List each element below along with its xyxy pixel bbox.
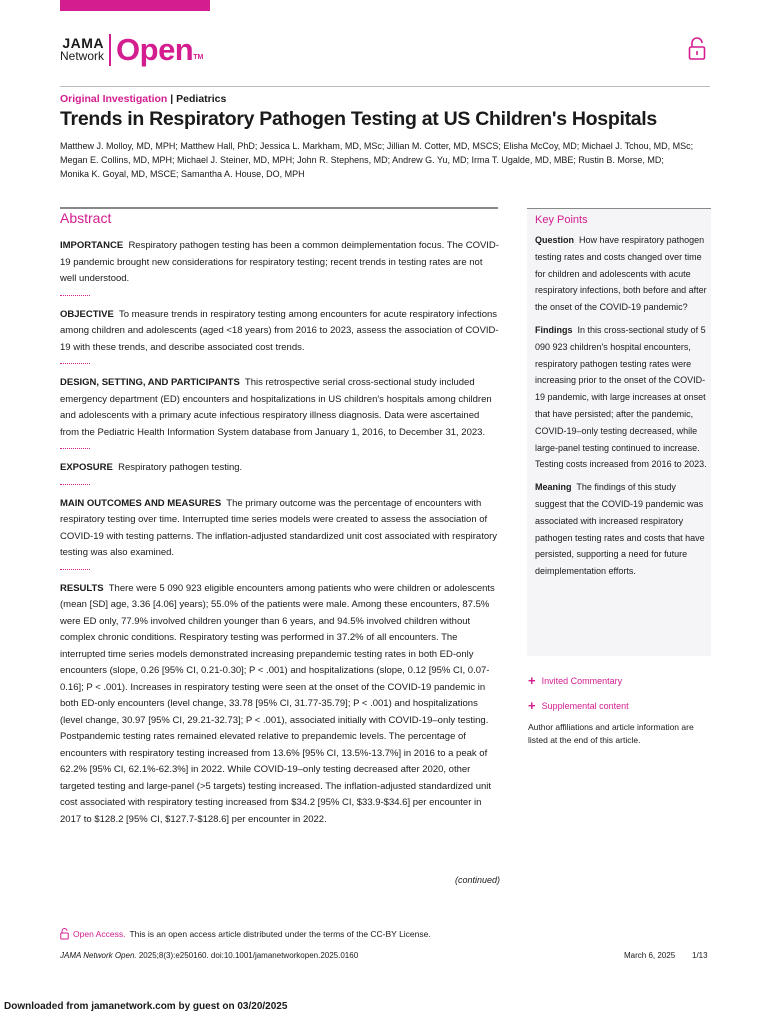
download-stamp: Downloaded from jamanetwork.com by guest on 03/20/2025 [4, 1001, 288, 1012]
category-separator: | [170, 93, 174, 105]
affiliations-note: Author affiliations and article information are listed at the end of this article. [528, 722, 694, 745]
author-list [60, 139, 700, 181]
key-points-body [535, 232, 707, 586]
abstract-section-exposure: EXPOSURE Respiratory pathogen testing. [60, 462, 243, 473]
author-line: Megan E. Collins, MD, MPH; Michael J. Steiner, MD, MPH; John R. Stephens, MD; Andrew G. Yu, MD; Irma T. Ugalde, MD, MBE; Rustin B. Morse, MD; [60, 155, 664, 165]
category-topic[interactable]: Pediatrics [176, 93, 227, 105]
footer-journal: JAMA Network Open. [60, 951, 137, 960]
section-separator [60, 484, 90, 485]
article-title: Trends in Respiratory Pathogen Testing at US Children's Hospitals [60, 108, 657, 130]
header-divider [60, 86, 710, 87]
author-line: Monika K. Goyal, MD, MSCE; Samantha A. House, DO, MPH [60, 169, 305, 179]
category-type[interactable]: Original Investigation [60, 93, 168, 105]
invited-commentary-link[interactable] [528, 673, 622, 688]
footer-page-number: 1/13 [692, 951, 708, 960]
logo-open: Open [116, 32, 194, 67]
key-point-findings: Findings In this cross-sectional study of 5 090 923 children's hospital encounters, respiratory pathogen testing rates were increasing prior to the onset of the COVID-19 pandemic, with large increases at onset that have persisted; after the pandemic, COVID-19–only testing decreased, while large-panel testing continued to increase. Testing costs increased from 2016 to 2023. [535, 324, 707, 470]
key-points-heading: Key Points [535, 214, 588, 226]
abstract-heading: Abstract [60, 210, 112, 226]
continued-note: (continued) [455, 875, 501, 885]
abstract-divider [60, 207, 498, 209]
journal-logo[interactable] [60, 33, 203, 67]
abstract-section-outcomes: MAIN OUTCOMES AND MEASURES The primary outcome was the percentage of encounters with respiratory testing over time. Interrupted time series models were created to assess the association of COVID-19 with testing patterns. The inflation-adjusted standardized unit cost associated with respiratory testing was also examined. [60, 497, 498, 558]
key-point-meaning: Meaning The findings of this study suggest that the COVID-19 pandemic was associated with increased respiratory pathogen testing rates and costs that have persisted, supporting a need for future deimplementation efforts. [535, 482, 705, 577]
footer-date: March 6, 2025 [624, 951, 676, 960]
section-separator [60, 295, 90, 296]
abstract-body [60, 238, 500, 828]
section-separator [60, 569, 90, 570]
article-category [60, 93, 226, 105]
abstract-section-objective: OBJECTIVE To measure trends in respiratory testing among encounters for acute respiratory infections among children and adolescents (aged <18 years) from 2016 to 2023, assess the association of COVID-19 with these trends, and describe associated cost trends. [60, 308, 499, 353]
logo-tm: TM [193, 54, 204, 61]
open-access-text: This is an open access article distributed under the terms of the CC-BY License. [129, 929, 431, 939]
abstract-section-design: DESIGN, SETTING, AND PARTICIPANTS This retrospective serial cross-sectional study included emergency department (ED) encounters and hospitalizations in US children's hospitals among children and adolescents with a primary acute infectious respiratory illness diagnosis. Data were ascertained from the Pediatric Health Information System database from January 1, 2016, to December 31, 2023. [60, 377, 492, 438]
supplemental-content-link[interactable] [528, 698, 629, 713]
open-access-notice [60, 928, 431, 940]
open-access-lock-icon [688, 37, 706, 61]
section-separator [60, 363, 90, 364]
footer-doi: 2025;8(3):e250160. doi:10.1001/jamanetworkopen.2025.0160 [138, 951, 359, 960]
key-point-question: Question How have respiratory pathogen testing rates and costs changed over time for children and adolescents with acute respiratory infections, both before and after the onset of the COVID-19 pandemic? [535, 235, 707, 313]
logo-jama-network: JAMA Network [60, 35, 105, 63]
section-separator [60, 448, 90, 449]
top-color-bar [60, 0, 210, 11]
invited-commentary-label: Invited Commentary [541, 675, 623, 686]
abstract-section-results: RESULTS There were 5 090 923 eligible encounters among patients who were children or adolescents (mean [SD] age, 3.36 [4.06] years); 55.0% of the patients were male. Among these encounters, 87.5% were ED only, 77.9% involved children younger than 6 years, and 94.5% involved children without complex chronic conditions. Respiratory testing was performed in 37.2% of all encounters. The interrupted time series models demonstrated increasing prepandemic testing rates in both ED-only encounters (slope, 0.26 [95% CI, 0.21-0.30]; P < .001) and hospitalizations (slope, 0.12 [95% CI, 0.07-0.16]; P < .001). Increases in respiratory testing were seen at the onset of the COVID-19 pandemic in both ED-only encounters (level change, 33.78 [95% CI, 31.77-35.79]; P < .001) and hospitalizations (level change, 30.97 [95% CI, 29.21-32.73]; P < .001), associated initially with COVID-19–only testing. Postpandemic testing rates remained elevated relative to prepandemic levels. The percentage of encounters with respiratory testing increased from 13.6% [95% CI, 13.5%-13.7%] in 2016 to a peak of 62.2% [95% CI, 62.1%-62.3%] in 2022. While COVID-19–only testing decreased after 2020, other targeted testing and large-panel (>5 targets) testing increased. The inflation-adjusted standardized unit cost associated with respiratory testing increased from $34.2 [95% CI, $33.9-$34.6] per encounter in 2017 to $128.2 [95% CI, $127.7-$128.6] per encounter in 2022. [60, 582, 495, 825]
logo-divider [109, 34, 111, 66]
plus-icon: + [528, 698, 536, 713]
open-access-lock-icon [60, 928, 69, 940]
open-access-label[interactable]: Open Access. [73, 929, 126, 939]
supplemental-content-label: Supplemental content [541, 700, 629, 711]
plus-icon: + [528, 673, 536, 688]
author-line: Matthew J. Molloy, MD, MPH; Matthew Hall, PhD; Jessica L. Markham, MD, MSc; Jillian M. Cotter, MD, MSCS; Elisha McCoy, MD; Michael J. Tchou, MD, MSc; [60, 141, 694, 151]
abstract-section-importance: IMPORTANCE Respiratory pathogen testing has been a common deimplementation focus. The COVID-19 pandemic brought new considerations for respiratory testing; recent trends in testing rates are not well understood. [60, 240, 499, 284]
footer-citation [60, 951, 358, 960]
